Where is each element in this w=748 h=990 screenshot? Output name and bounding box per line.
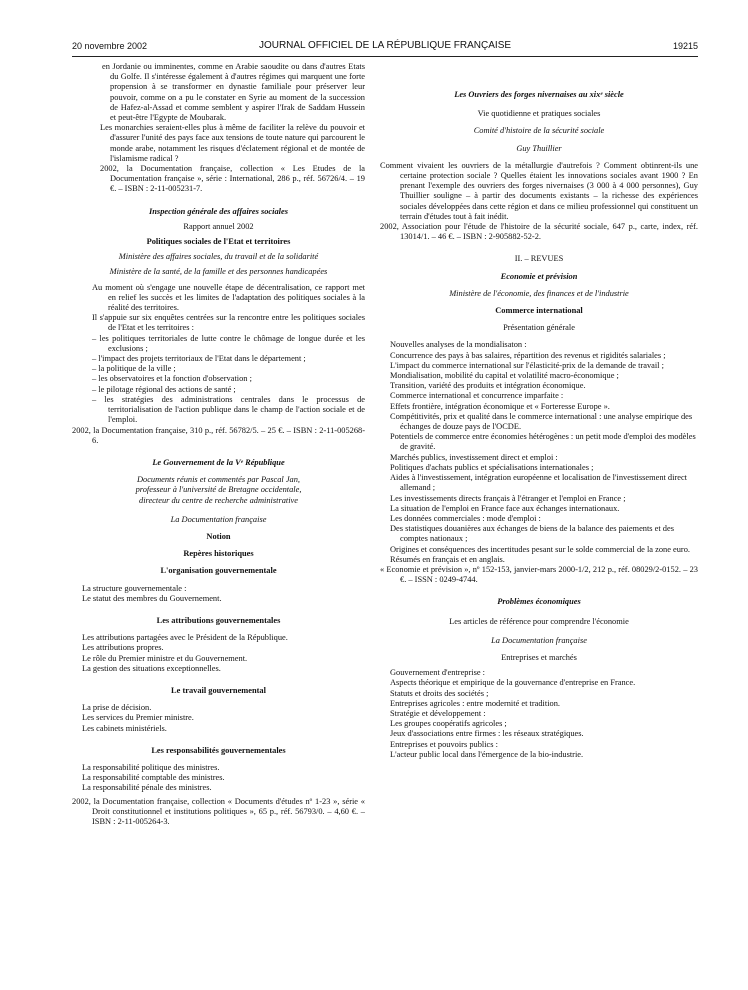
group-item: Les attributions partagées avec le Président de la République. — [82, 633, 288, 643]
ministry-line: Ministère des affaires sociales, du travail et de la solidarité — [118, 252, 319, 262]
list-item: L'acteur public local dans l'émergence de la bio-industrie. — [390, 749, 584, 759]
group-heading: Les responsabilités gouvernementales — [151, 745, 286, 755]
body-paragraph: Au moment où s'engage une nouvelle étape de décentralisation, ce rapport met en relief les succès et les limites de l'adaptation des politiques sociales à la réalité des territoires. — [92, 282, 365, 313]
list-item: Transition, variété des produits et intégration économique. — [390, 381, 586, 391]
reference-line: « Economie et prévision », nº 152-153, janvier-mars 2000-1/2, 212 p., réf. 08029/2-0152. – 23 €. – ISSN : 0249-4744. — [380, 564, 698, 585]
list-item: Compétitivités, prix et qualité dans le commerce international : une analyse empirique des échanges de douze pays de l'OCDE. — [390, 411, 693, 432]
list-item: Les groupes coopératifs agricoles ; — [390, 719, 507, 729]
ministry-line: Ministère de l'économie, des finances et de l'industrie — [449, 288, 629, 298]
header-rule — [72, 56, 698, 57]
list-item: La situation de l'emploi en France face aux échanges internationaux. — [390, 503, 620, 513]
group-item: La prise de décision. — [82, 703, 152, 713]
publisher-line: La Documentation française — [170, 514, 267, 524]
group-heading: Le travail gouvernemental — [171, 685, 266, 695]
group-item: La responsabilité comptable des ministres. — [82, 773, 225, 783]
list-item: Potentiels de commerce entre économies hétérogènes : un petit mode d'emploi des modèles de gravité. — [390, 432, 696, 452]
list-item: Les données commerciales : mode d'emploi : — [390, 513, 541, 523]
list-item: Commerce international et concurrence imparfaite : — [390, 391, 564, 401]
series-line: Notion — [206, 531, 231, 541]
list-item: Effets frontière, intégration économique et « Forteresse Europe ». — [390, 401, 610, 411]
group-item: La structure gouvernementale : — [82, 583, 187, 593]
group-item: La responsabilité pénale des ministres. — [82, 783, 212, 793]
list-item: Jeux d'associations entre firmes : les réseaux stratégiques. — [390, 729, 584, 739]
section-title: Le Gouvernement de la Vᵉ République — [152, 457, 285, 467]
part-heading: II. – REVUES — [514, 254, 564, 264]
intro-paragraph: en Jordanie ou imminentes, comme en Arabie saoudite ou dans d'autres Etats du Golfe. Il s'intéresse également à d'autres régimes qui marquent une forte propension à se transformer en dynastie familiale pour préserver leur pouvoir, comme on a pu le constater en Syrie au moment de la succession de Hafez-al-Assad et comme semblent y aspirer l'Irak de Saddam Hussein et peut-être l'Egypte de Moubarak. — [102, 62, 365, 123]
group-item: Les cabinets ministériels. — [82, 723, 167, 733]
list-item: Aides à l'investissement, intégration européenne et localisation de l'investissement direct allemand ; — [390, 473, 687, 493]
list-item: – l'impact des projets territoriaux de l'Etat dans le département ; — [92, 354, 306, 364]
section-title: Economie et prévision — [500, 271, 578, 281]
reference-line: 2002, la Documentation française, 310 p., réf. 56782/5. – 25 €. – ISBN : 2-11-005268-6. — [72, 425, 365, 445]
list-item: – la politique de la ville ; — [92, 364, 176, 374]
list-item: Les investissements directs français à l'étranger et l'emploi en France ; — [390, 493, 626, 503]
list-item: Entreprises et pouvoirs publics : — [390, 739, 498, 749]
contents-list — [380, 668, 698, 760]
body-paragraph: Il s'appuie sur six enquêtes centrées sur la rencontre entre les politiques sociales de l'Etat et les territoires : — [92, 313, 365, 333]
reference-line: 2002, la Documentation française, collection « Les Etudes de la Documentation française », série : International, 286 p., réf. 56726/4. – 19 €. – ISBN : 2-11-005231-7. — [100, 164, 365, 194]
list-item: – les stratégies des administrations centrales dans le processus de territorialisation de l'action publique dans le champ de l'action sociale et de l'emploi. — [92, 394, 365, 425]
section-title: Les Ouvriers des forges nivernaises au xixᵉ siècle — [454, 90, 624, 99]
list-item: Nouvelles analyses de la mondialisaton : — [390, 340, 527, 350]
group-item: Les attributions propres. — [82, 643, 164, 653]
topic-subtitle: Présentation générale — [503, 323, 575, 333]
group-item: Le statut des membres du Gouvernement. — [82, 593, 222, 603]
group-heading: L'organisation gouvernementale — [160, 566, 277, 576]
section-org: Inspection générale des affaires sociales — [149, 206, 288, 216]
right-column — [380, 90, 698, 760]
list-item: Concurrence des pays à bas salaires, répartition des revenus et rigidités salariales ; — [390, 350, 666, 360]
header-date: 20 novembre 2002 — [72, 41, 148, 51]
section-subtitle: Rapport annuel 2002 — [183, 221, 254, 231]
header-title: JOURNAL OFFICIEL DE LA RÉPUBLIQUE FRANÇAISE — [258, 40, 512, 51]
list-item: Origines et conséquences des incertitudes pesant sur le solde commercial de la zone euro. — [390, 544, 690, 554]
group-item: Le rôle du Premier ministre et du Gouvernement. — [82, 653, 248, 663]
topic-heading: Commerce international — [495, 306, 583, 316]
section-subtitle: Vie quotidienne et pratiques sociales — [477, 109, 601, 119]
list-item: L'impact du commerce international sur l'élasticité-prix de la demande de travail ; — [390, 360, 664, 370]
list-item: Marchés publics, investissement direct et emploi : — [390, 452, 558, 462]
group-heading: Les attributions gouvernementales — [156, 615, 281, 625]
section-org: Comité d'histoire de la sécurité sociale — [473, 126, 605, 136]
section-title: Problèmes économiques — [497, 597, 581, 607]
intro-paragraph: Les monarchies seraient-elles plus à même de faciliter la relève du pouvoir et d'assurer l'unité des pays face aux tensions de toute nature qui parcourent le monde arabe, notamment les risques d'éclatement régional et de montée de l'islamisme radical ? — [100, 123, 365, 163]
author-line: Documents réunis et commentés par Pascal Jan, — [136, 475, 301, 485]
author-line: professeur à l'université de Bretagne occidentale, — [135, 485, 302, 495]
group-item: La gestion des situations exceptionnelles. — [82, 663, 221, 673]
list-item: – les observatoires et la fonction d'observation ; — [92, 374, 252, 384]
contents-list — [380, 340, 698, 564]
publisher-line: La Documentation française — [491, 635, 587, 645]
author-line: Guy Thuillier — [516, 143, 562, 153]
list-item: – le pilotage régional des actions de santé ; — [92, 384, 236, 394]
list-item: Résumés en français et en anglais. — [390, 554, 505, 564]
left-column — [72, 62, 365, 827]
body-paragraph: Comment vivaient les ouvriers de la métallurgie d'autrefois ? Comment obtinrent-ils une certaine protection sociale ? Quelles étaient les innovations sociales avant 1900 ? En prenant l'exemple des ouvriers des forges nivernaises (3 000 à 4 000 personnes), Guy Thuillier souligne – à partir des documents existants – la richesse des expériences sociales développées dans cette région et dans ce milieu professionnel qui constituent un terrain d'études tout à fait inédit. — [380, 160, 698, 221]
reference-line: 2002, Association pour l'étude de l'histoire de la sécurité sociale, 647 p., carte, index, réf. 13014/1. – 46 €. – ISBN : 2-905882-52-2. — [380, 222, 698, 242]
group-item: La responsabilité politique des ministres. — [82, 762, 220, 772]
list-item: Stratégie et développement : — [390, 708, 486, 718]
header-page-number: 19215 — [672, 41, 698, 51]
ministry-line: Ministère de la santé, de la famille et des personnes handicapées — [109, 267, 328, 277]
section-subtitle: Les articles de référence pour comprendre l'économie — [449, 616, 629, 626]
list-item: Entreprises agricoles : entre modernité et tradition. — [390, 698, 560, 708]
reference-line: 2002, la Documentation française, collection « Documents d'études nº 1-23 », série « Droit constitutionnel et institutions politiques », 65 p., réf. 56793/0. – 4,60 €. – ISBN : 2-11-005264-3. — [72, 796, 365, 826]
section-title: Politiques sociales de l'Etat et territoires — [146, 237, 291, 247]
list-item: Politiques d'achats publics et spécialisations internationales ; — [390, 462, 594, 472]
topic-subtitle: Entreprises et marchés — [501, 652, 577, 662]
list-item: – les politiques territoriales de lutte contre le chômage de longue durée et les exclusions ; — [92, 333, 365, 353]
page-header — [72, 40, 698, 56]
list-item: Gouvernement d'entreprise : — [390, 668, 485, 678]
chapter-heading: Repères historiques — [183, 549, 254, 559]
list-item: Des statistiques douanières aux échanges de biens de la balance des paiements et des comptes nationaux ; — [390, 524, 674, 544]
author-line: directeur du centre de recherche administrative — [139, 495, 298, 505]
list-item: Aspects théorique et empirique de la gouvernance d'entreprise en France. — [390, 678, 636, 688]
list-item: Mondialisation, mobilité du capital et volatilité macro-économique ; — [390, 371, 619, 381]
group-item: Les services du Premier ministre. — [82, 713, 194, 723]
list-item: Statuts et droits des sociétés ; — [390, 688, 489, 698]
